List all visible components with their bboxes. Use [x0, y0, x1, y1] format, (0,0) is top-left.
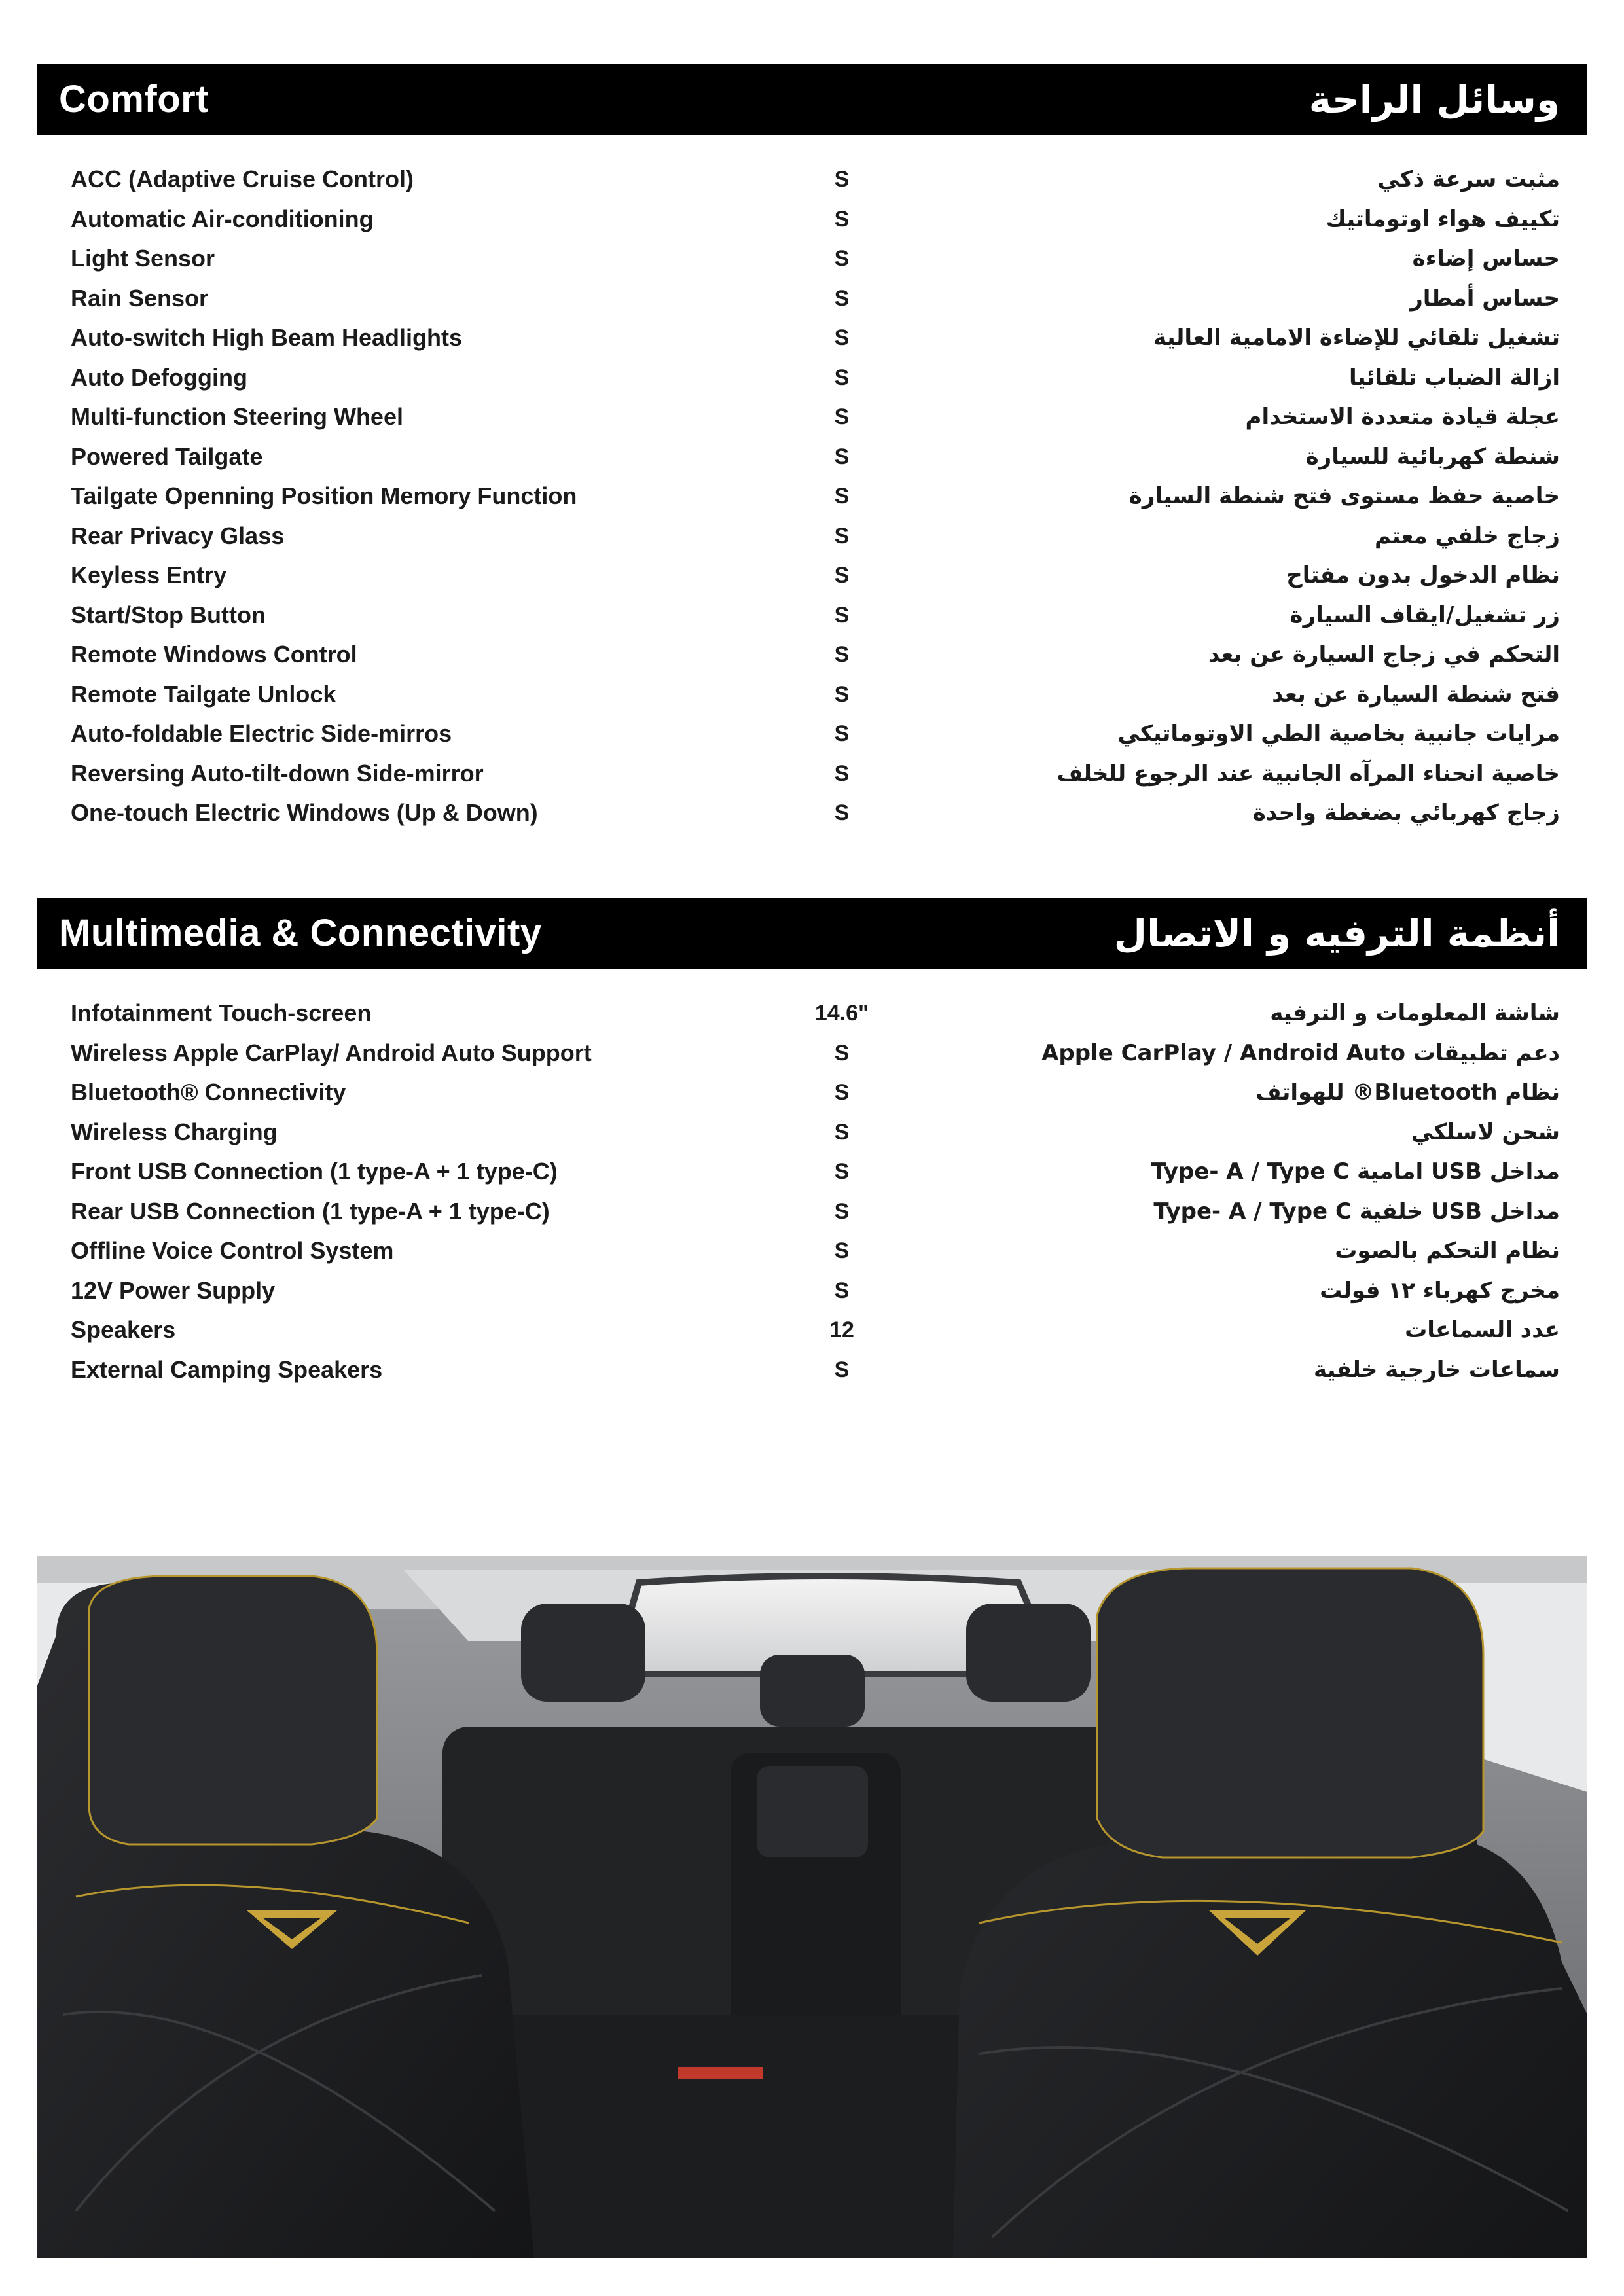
spec-label-ar: نظام Bluetooth® للهواتف [1255, 1079, 1560, 1105]
spec-label-ar: تكييف هواء اوتوماتيك [1326, 206, 1560, 232]
spec-row [37, 397, 1587, 437]
spec-row [37, 994, 1587, 1033]
spec-row [37, 437, 1587, 477]
spec-value: S [834, 404, 850, 429]
spec-row [37, 1113, 1587, 1153]
multimedia-title-ar: أنظمة الترفيه و الاتصال [1113, 911, 1560, 956]
spec-label-en: ACC (Adaptive Cruise Control) [71, 166, 414, 192]
spec-value: S [834, 761, 850, 786]
spec-row [37, 1271, 1587, 1311]
spec-row [37, 318, 1587, 358]
comfort-title-ar: وسائل الراحة [1308, 77, 1560, 122]
multimedia-spec-list [37, 994, 1587, 1390]
spec-value: S [834, 1357, 850, 1382]
spec-value: 12 [829, 1318, 854, 1342]
spec-label-en: Powered Tailgate [71, 442, 263, 470]
spec-label-en: Speakers [71, 1316, 176, 1343]
spec-row [37, 1231, 1587, 1271]
multimedia-title-en: Multimedia & Connectivity [59, 912, 542, 954]
spec-label-ar: شاشة المعلومات و الترفيه [1270, 1000, 1560, 1026]
comfort-spec-list [37, 160, 1587, 833]
spec-label-en: Start/Stop Button [71, 601, 266, 628]
spec-row [37, 1073, 1587, 1113]
spec-row [37, 754, 1587, 794]
spec-row [37, 200, 1587, 240]
spec-label-en: Auto Defogging [71, 363, 247, 391]
spec-label-en: Tailgate Openning Position Memory Function [71, 482, 577, 509]
spec-value: S [834, 563, 850, 588]
car-interior-illustration [37, 1556, 1587, 2258]
comfort-section [37, 64, 1587, 833]
spec-value: S [834, 1040, 850, 1066]
spec-label-ar: زجاج كهربائي بضغطة واحدة [1252, 800, 1560, 826]
spec-value: 14.6" [814, 1001, 869, 1026]
spec-label-ar: عدد السماعات [1405, 1317, 1560, 1343]
comfort-title-en: Comfort [59, 78, 209, 120]
spec-label-ar: تشغيل تلقائي للإضاءة الامامية العالية [1153, 325, 1560, 351]
spec-label-en: Reversing Auto-tilt-down Side-mirror [71, 759, 484, 787]
spec-row [37, 793, 1587, 833]
spec-label-en: Keyless Entry [71, 562, 227, 588]
multimedia-header [37, 898, 1587, 969]
spec-label-ar: نظام الدخول بدون مفتاح [1286, 562, 1560, 588]
spec-row [37, 476, 1587, 516]
spec-value: S [834, 642, 850, 667]
spec-row [37, 160, 1587, 200]
spec-label-ar: شحن لاسلكي [1411, 1119, 1560, 1145]
spec-value: S [834, 800, 850, 825]
spec-label-ar: سماعات خارجية خلفية [1313, 1356, 1560, 1383]
spec-label-ar: مداخل USB خلفية Type- A / Type C [1153, 1198, 1560, 1225]
spec-label-en: Infotainment Touch-screen [71, 999, 372, 1026]
spec-value: S [834, 444, 850, 469]
spec-row [37, 358, 1587, 398]
spec-label-ar: خاصية حفظ مستوى فتح شنطة السيارة [1128, 483, 1560, 509]
spec-row [37, 279, 1587, 319]
spec-label-ar: مخرج كهرباء ١٢ فولت [1320, 1277, 1560, 1304]
spec-value: S [834, 206, 850, 232]
spec-row [37, 596, 1587, 636]
spec-label-en: Multi-function Steering Wheel [71, 403, 403, 430]
spec-label-ar: نظام التحكم بالصوت [1335, 1238, 1560, 1264]
spec-value: S [834, 484, 850, 509]
spec-label-en: Bluetooth® Connectivity [71, 1079, 346, 1105]
spec-value: S [834, 246, 850, 271]
spec-label-en: Auto-switch High Beam Headlights [71, 324, 463, 351]
spec-label-en: Rain Sensor [71, 284, 209, 312]
spec-label-en: Wireless Apple CarPlay/ Android Auto Support [71, 1039, 592, 1066]
spec-value: S [834, 1159, 850, 1184]
spec-row [37, 1310, 1587, 1350]
spec-value: S [834, 167, 850, 192]
spec-label-en: Remote Windows Control [71, 641, 357, 668]
spec-label-ar: عجلة قيادة متعددة الاستخدام [1245, 404, 1560, 430]
multimedia-section [37, 898, 1587, 1390]
spec-row [37, 1152, 1587, 1192]
spec-row [37, 1350, 1587, 1390]
spec-value: S [834, 1119, 850, 1145]
spec-row [37, 714, 1587, 754]
car-interior-image [37, 1556, 1587, 2258]
spec-row [37, 556, 1587, 596]
spec-label-ar: حساس إضاءة [1412, 245, 1560, 272]
spec-label-en: One-touch Electric Windows (Up & Down) [71, 799, 538, 826]
spec-value: S [834, 1238, 850, 1263]
spec-value: S [834, 721, 850, 746]
spec-value: S [834, 681, 850, 707]
spec-label-ar: ازالة الضباب تلقائيا [1349, 364, 1560, 391]
spec-label-en: 12V Power Supply [71, 1276, 276, 1304]
spec-value: S [834, 1278, 850, 1303]
spec-value: S [834, 1198, 850, 1224]
spec-value: S [834, 285, 850, 311]
spec-label-ar: زر تشغيل/ايقاف السيارة [1290, 601, 1560, 628]
spec-row [37, 239, 1587, 279]
spec-label-ar: دعم تطبيقات Apple CarPlay / Android Auto [1041, 1039, 1560, 1066]
spec-label-en: Wireless Charging [71, 1118, 278, 1145]
spec-value: S [834, 523, 850, 548]
spec-label-en: Offline Voice Control System [71, 1237, 394, 1264]
spec-row [37, 1192, 1587, 1232]
spec-value: S [834, 1080, 850, 1105]
spec-value: S [834, 325, 850, 350]
spec-label-ar: زجاج خلفي معتم [1374, 522, 1560, 549]
spec-label-en: Rear USB Connection (1 type-A + 1 type-C) [71, 1197, 550, 1225]
spec-label-ar: خاصية انحناء المرآه الجانبية عند الرجوع للخلف [1056, 760, 1560, 787]
spec-value: S [834, 602, 850, 628]
spec-label-en: Light Sensor [71, 245, 215, 272]
spec-label-en: Front USB Connection (1 type-A + 1 type-C) [71, 1158, 558, 1185]
spec-row [37, 675, 1587, 715]
spec-label-ar: مداخل USB امامية Type- A / Type C [1151, 1158, 1560, 1185]
spec-label-ar: مثبت سرعة ذكي [1377, 166, 1560, 192]
spec-row [37, 516, 1587, 556]
spec-label-en: Auto-foldable Electric Side-mirros [71, 720, 452, 747]
spec-value: S [834, 365, 850, 390]
comfort-header [37, 64, 1587, 135]
spec-row [37, 1033, 1587, 1073]
spec-label-ar: حساس أمطار [1410, 285, 1560, 312]
spec-label-ar: مرايات جانبية بخاصية الطي الاوتوماتيكي [1117, 721, 1560, 747]
spec-label-ar: فتح شنطة السيارة عن بعد [1272, 681, 1560, 708]
spec-label-en: Automatic Air-conditioning [71, 205, 374, 232]
spec-label-ar: شنطة كهربائية للسيارة [1305, 443, 1560, 470]
spec-label-en: External Camping Speakers [71, 1355, 383, 1383]
spec-label-en: Rear Privacy Glass [71, 522, 285, 549]
spec-label-en: Remote Tailgate Unlock [71, 680, 336, 708]
spec-label-ar: التحكم في زجاج السيارة عن بعد [1208, 641, 1560, 668]
spec-row [37, 635, 1587, 675]
